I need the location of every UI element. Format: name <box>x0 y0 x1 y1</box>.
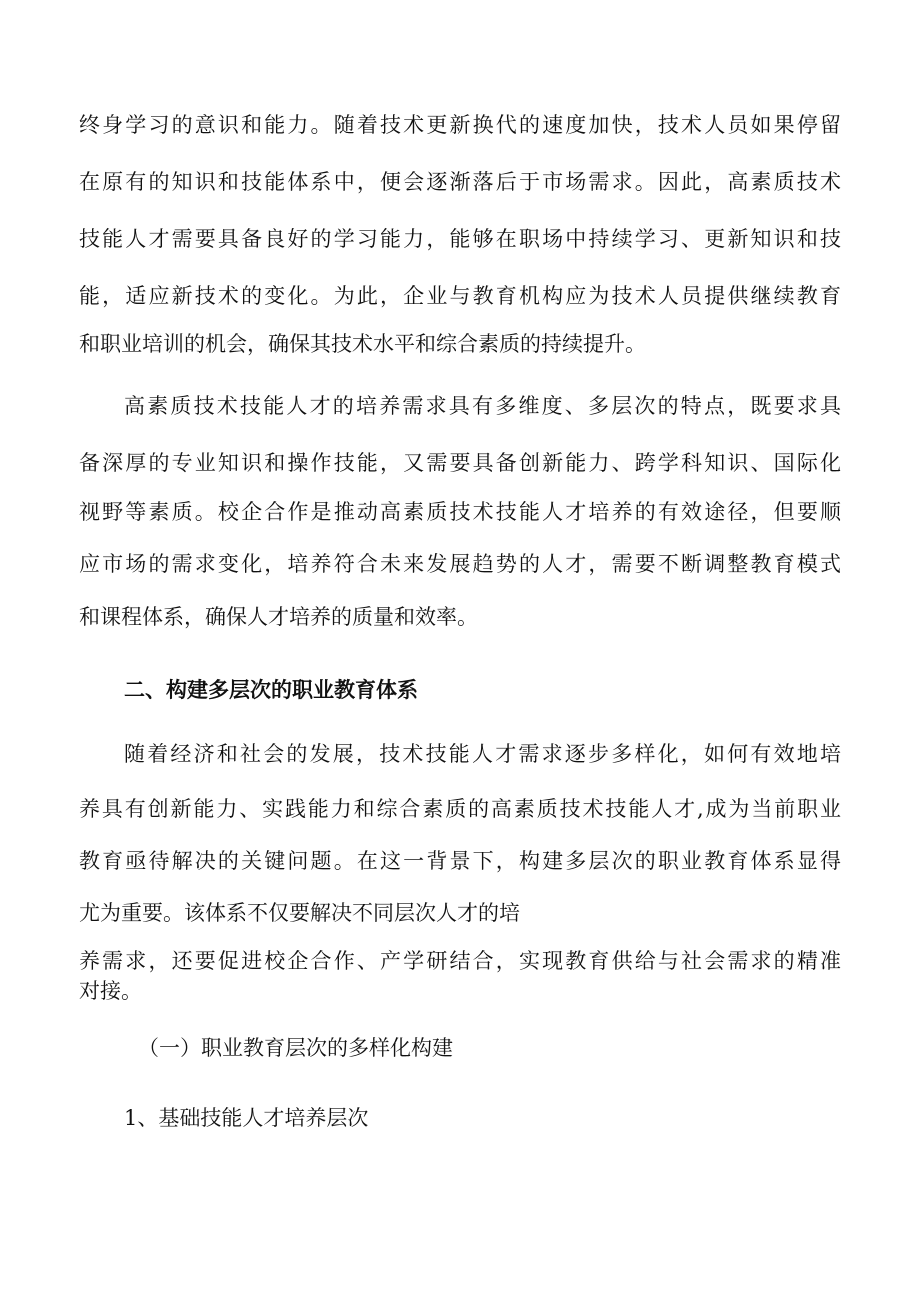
paragraph-2-line-2: 备深厚的专业知识和操作技能，又需要具备创新能力、跨学科知识、国际化 <box>79 451 841 475</box>
paragraph-3-line-4: 尤为重要。该体系不仅要解决不同层次人才的培 <box>79 901 520 925</box>
paragraph-1-line-5: 和职业培训的机会，确保其技术水平和综合素质的持续提升。 <box>79 332 646 356</box>
subsection-heading: （一）职业教育层次的多样化构建 <box>138 1036 453 1060</box>
paragraph-3-line-5: 养需求，还要促进校企合作、产学研结合，实现教育供给与社会需求的精准 <box>79 949 841 973</box>
paragraph-1-line-1: 终身学习的意识和能力。随着技术更新换代的速度加快，技术人员如果停留 <box>79 113 841 137</box>
paragraph-1-line-2: 在原有的知识和技能体系中，便会逐渐落后于市场需求。因此，高素质技术 <box>79 170 841 194</box>
paragraph-1-line-4: 能，适应新技术的变化。为此，企业与教育机构应为技术人员提供继续教育 <box>79 284 841 308</box>
paragraph-2-line-3: 视野等素质。校企合作是推动高素质技术技能人才培养的有效途径，但要顺 <box>79 500 841 524</box>
item-heading: 1、基础技能人才培养层次 <box>124 1106 369 1130</box>
paragraph-3-line-2: 养具有创新能力、实践能力和综合素质的高素质技术技能人才,成为当前职业 <box>79 797 841 821</box>
paragraph-2-line-1: 高素质技术技能人才的培养需求具有多维度、多层次的特点，既要求具 <box>124 394 841 418</box>
paragraph-2-line-5: 和课程体系，确保人才培养的质量和效率。 <box>79 605 478 629</box>
paragraph-3-line-1: 随着经济和社会的发展，技术技能人才需求逐步多样化，如何有效地培 <box>124 742 841 766</box>
paragraph-1-line-3: 技能人才需要具备良好的学习能力，能够在职场中持续学习、更新知识和技 <box>79 227 841 251</box>
paragraph-3-line-6: 对接。 <box>79 979 142 1003</box>
paragraph-3-line-3: 教育亟待解决的关键问题。在这一背景下，构建多层次的职业教育体系显得 <box>79 849 841 873</box>
paragraph-2-line-4: 应市场的需求变化，培养符合未来发展趋势的人才，需要不断调整教育模式 <box>79 552 841 576</box>
section-heading: 二、构建多层次的职业教育体系 <box>124 677 418 702</box>
